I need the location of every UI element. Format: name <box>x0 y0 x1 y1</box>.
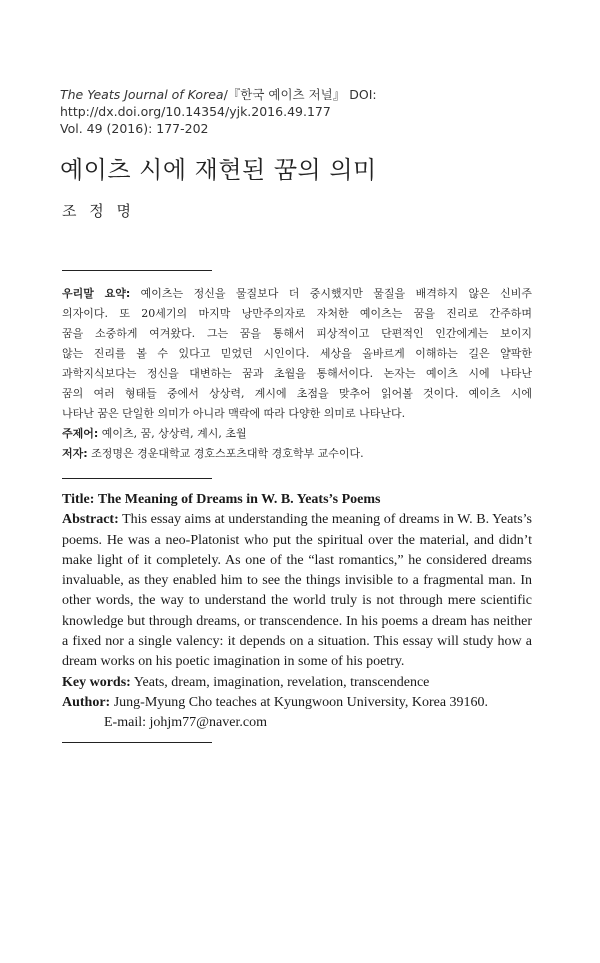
english-author-label: Author: <box>62 694 111 710</box>
korean-keywords-text: 예이츠, 꿈, 상상력, 계시, 초월 <box>101 427 247 440</box>
english-abstract-label: Abstract: <box>62 512 119 528</box>
english-keywords-label: Key words: <box>62 674 131 690</box>
korean-abstract-line: 않는 진리를 볼 수 있다고 믿었던 시인이다. 세상을 올바르게 이해하는 길은 얄팍한 <box>62 347 532 360</box>
english-title <box>62 490 532 510</box>
english-abstract-line: dream works on his poetic imagination in some of his poetry. <box>62 654 405 670</box>
korean-author-text: 조정명은 경운대학교 경호스포츠대학 경호학부 교수이다. <box>91 447 364 460</box>
korean-abstract-line: 나타난 꿈은 단일한 의미가 아니라 맥락에 따라 다양한 의미로 나타난다. <box>62 407 406 420</box>
korean-author <box>62 444 532 464</box>
english-author <box>62 693 532 713</box>
english-abstract-line: other words, the way to understand the world truly is not through mere scientific <box>62 593 532 609</box>
korean-author-label: 저자: <box>62 447 88 460</box>
korean-keywords-label: 주제어: <box>62 427 99 440</box>
divider-top <box>62 270 212 271</box>
english-keywords-text: Yeats, dream, imagination, revelation, transcendence <box>133 674 430 690</box>
divider-bottom <box>62 742 212 743</box>
divider-middle <box>62 478 212 479</box>
english-abstract <box>62 490 532 734</box>
article-title-korean: 예이츠 시에 재현된 꿈의 의미 <box>60 156 377 184</box>
english-abstract-line: a fixed nor a single valency: it depends on a situation. This essay will study how a <box>62 634 532 650</box>
english-abstract-line: knowledge but through dreams, or transcendence. In his poems a dream has neither <box>62 613 532 629</box>
journal-korean-name: /『한국 예이츠 저널』 <box>223 87 346 102</box>
korean-abstract-line <box>62 284 532 304</box>
english-abstract-line: poems. He was a neo-Platonist who put the spiritual over the material, and didn’t <box>62 532 532 548</box>
korean-abstract-line: 꿈의 여러 형태들 중에서 상상력, 계시에 초점을 맞추어 읽어볼 것이다. 예이츠 시에 <box>62 387 532 400</box>
doi-link[interactable]: DOI: http://dx.doi.org/10.14354/yjk.2016.49.177 <box>60 87 377 119</box>
journal-citation-line <box>60 86 560 120</box>
english-abstract-text: This essay aims at understanding the meaning of dreams in W. B. Yeats’s <box>122 512 532 528</box>
korean-abstract-line: 의자이다. 또 20세기의 마지막 낭만주의자로 자처한 예이츠는 꿈을 진리로 간주하며 <box>62 307 532 320</box>
journal-header <box>60 86 560 137</box>
english-abstract-line <box>62 510 532 530</box>
korean-abstract-label: 우리말 요약: <box>62 287 131 300</box>
korean-abstract-line: 과학지식보다는 정신을 대변하는 꿈과 초월을 통해서이다. 논자는 예이츠 시에 나타난 <box>62 367 532 380</box>
english-author-text: Jung-Myung Cho teaches at Kyungwoon University, Korea 39160. <box>113 694 489 710</box>
english-keywords <box>62 673 532 693</box>
english-title-label: Title: <box>62 492 95 507</box>
journal-name: The Yeats Journal of Korea <box>60 87 224 102</box>
korean-abstract-text: 예이츠는 정신을 물질보다 더 중시했지만 물질을 배격하지 않은 신비주 <box>140 287 533 300</box>
korean-abstract-line: 꿈을 소중하게 여겨왔다. 그는 꿈을 통해서 피상적이고 단편적인 인간에게는 보이지 <box>62 327 532 340</box>
english-abstract-line: make light of it completely. As one of the “last romantics,” he considered dreams <box>62 552 532 568</box>
english-abstract-line: invaluable, as they enabled him to see the things invisible to a fragmental man. In <box>62 573 532 589</box>
english-title-text: The Meaning of Dreams in W. B. Yeats’s Poems <box>97 492 381 507</box>
korean-abstract <box>62 284 532 464</box>
author-name-korean: 조 정 명 <box>62 202 136 220</box>
korean-keywords <box>62 424 532 444</box>
volume-info: Vol. 49 (2016): 177-202 <box>60 121 209 136</box>
author-email[interactable]: E-mail: johjm77@naver.com <box>104 715 267 731</box>
